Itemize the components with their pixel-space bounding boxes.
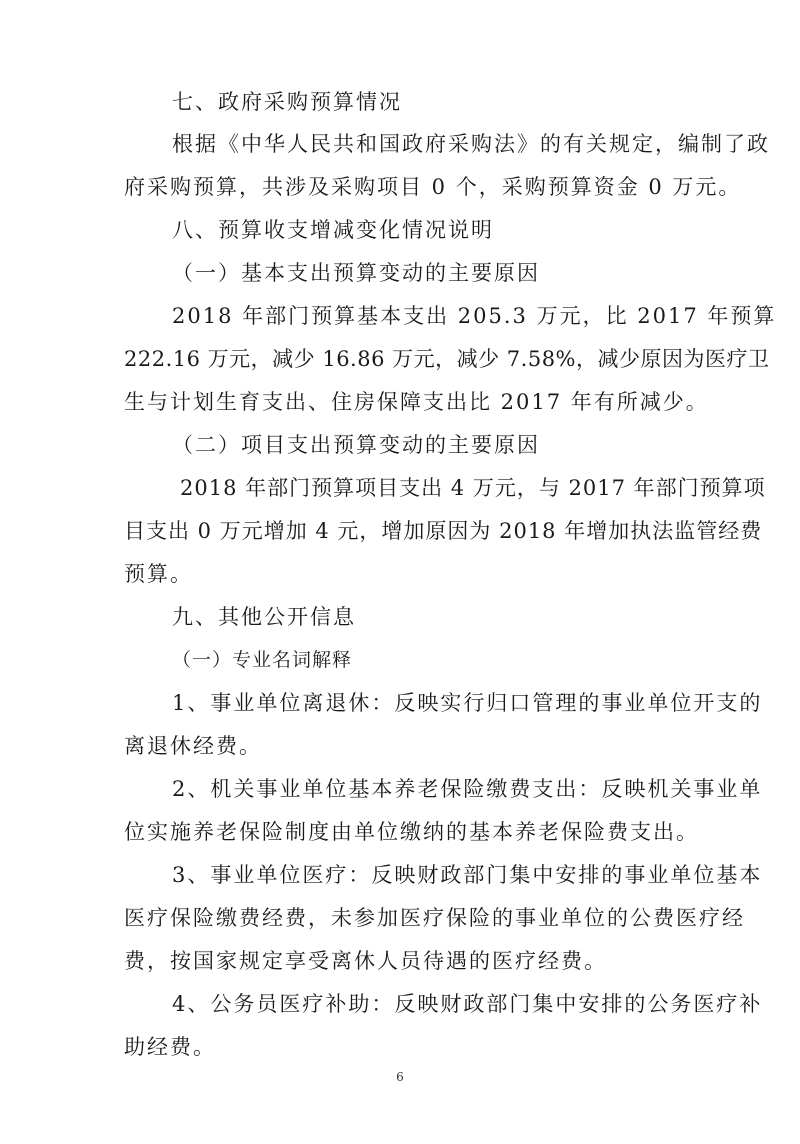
paragraph-line: 预算。 <box>124 562 193 586</box>
paragraph-line: 府采购预算，共涉及采购项目 0 个，采购预算资金 0 万元。 <box>124 175 742 199</box>
paragraph-line: 位实施养老保险制度由单位缴纳的基本养老保险费支出。 <box>124 820 699 844</box>
paragraph-line: 生与计划生育支出、住房保障支出比 2017 年有所减少。 <box>124 390 709 414</box>
paragraph-line: 目支出 0 万元增加 4 元，增加原因为 2018 年增加执法监管经费 <box>124 519 763 543</box>
paragraph-line: 2018 年部门预算基本支出 205.3 万元，比 2017 年预算 <box>172 304 777 328</box>
paragraph-line: 3、事业单位医疗：反映财政部门集中安排的事业单位基本 <box>172 863 763 887</box>
paragraph-line: 2、机关事业单位基本养老保险缴费支出：反映机关事业单 <box>172 777 763 801</box>
paragraph-line: 1、事业单位离退休：反映实行归口管理的事业单位开支的 <box>172 691 763 715</box>
heading-government-procurement: 七、政府采购预算情况 <box>172 90 402 114</box>
subheading-term-explanations: （一）专业名词解释 <box>172 649 353 671</box>
paragraph-line: 222.16 万元，减少 16.86 万元，减少 7.58%，减少原因为医疗卫 <box>124 347 770 371</box>
heading-other-info: 九、其他公开信息 <box>172 605 356 629</box>
paragraph-line: 根据《中华人民共和国政府采购法》的有关规定，编制了政 <box>172 132 770 156</box>
paragraph-line: 4、公务员医疗补助：反映财政部门集中安排的公务医疗补 <box>172 992 763 1016</box>
subheading-basic-expenditure: （一）基本支出预算变动的主要原因 <box>172 261 540 285</box>
subheading-project-expenditure: （二）项目支出预算变动的主要原因 <box>172 433 540 457</box>
paragraph-line: 费，按国家规定享受离休人员待遇的医疗经费。 <box>124 949 607 973</box>
paragraph-line: 2018 年部门预算项目支出 4 万元，与 2017 年部门预算项 <box>180 476 766 500</box>
page-number: 6 <box>396 1070 404 1084</box>
paragraph-line: 离退休经费。 <box>124 734 262 758</box>
paragraph-line: 助经费。 <box>124 1035 216 1059</box>
heading-budget-changes: 八、预算收支增减变化情况说明 <box>172 218 494 242</box>
paragraph-line: 医疗保险缴费经费，未参加医疗保险的事业单位的公费医疗经 <box>124 906 745 930</box>
